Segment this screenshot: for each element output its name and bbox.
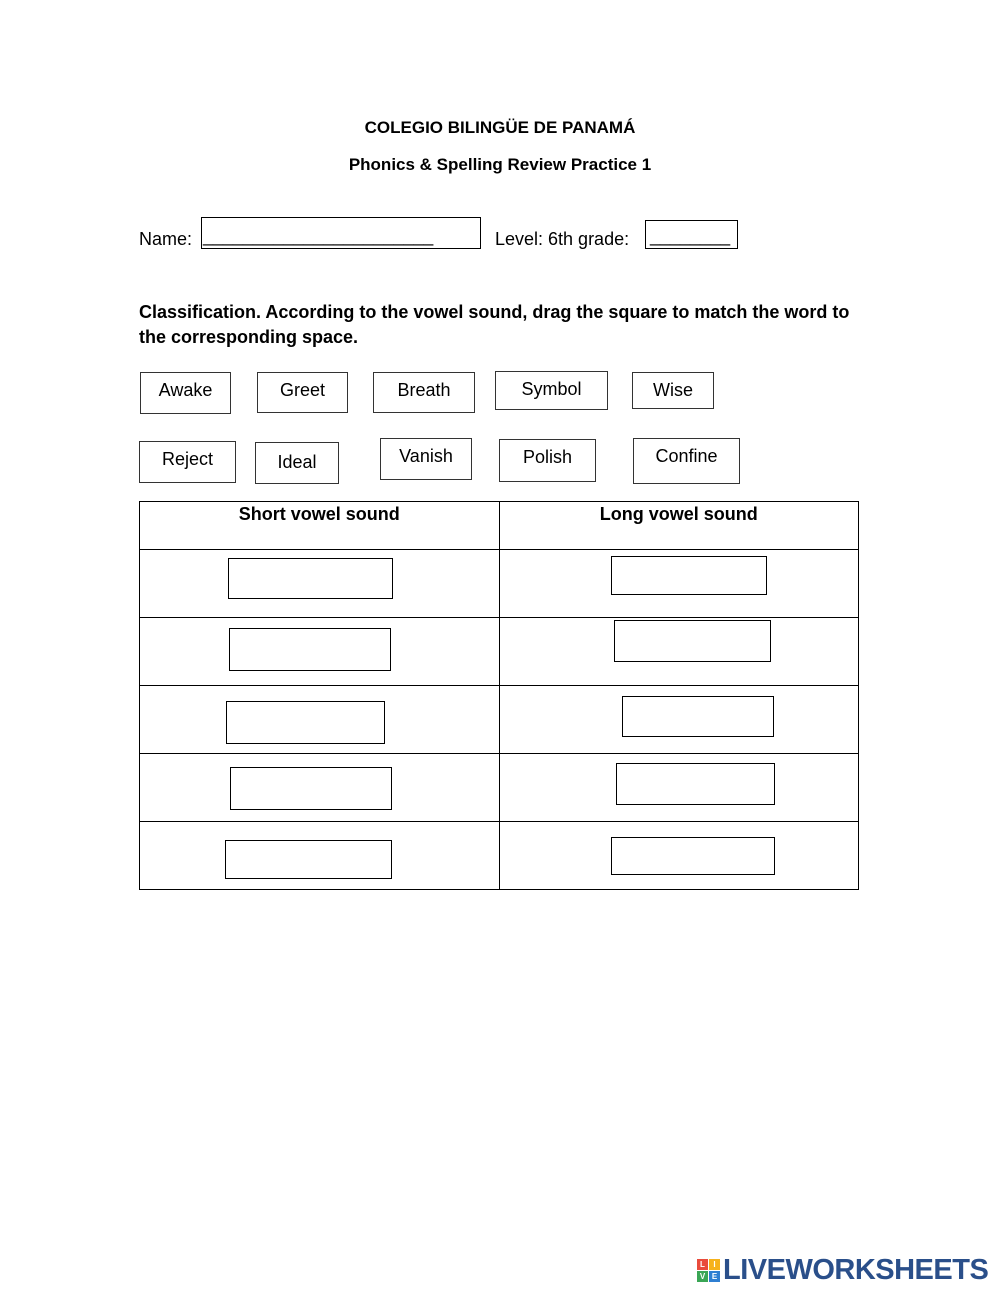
logo-square-4: E [709, 1271, 720, 1282]
logo-square-2: I [709, 1259, 720, 1270]
level-label: Level: 6th grade: [495, 229, 630, 249]
word-tile-awake[interactable]: Awake [140, 372, 231, 414]
short-drop-box-4[interactable] [230, 767, 392, 810]
logo-text: LIVEWORKSHEETS [723, 1254, 989, 1286]
short-vowel-header: Short vowel sound [140, 502, 500, 550]
long-drop-box-3[interactable] [622, 696, 774, 737]
logo-mark-icon [697, 1259, 720, 1282]
short-drop-box-3[interactable] [226, 701, 385, 744]
name-input[interactable] [201, 217, 481, 249]
long-drop-box-2[interactable] [614, 620, 771, 662]
word-tile-ideal[interactable]: Ideal [255, 442, 339, 484]
word-tile-symbol[interactable]: Symbol [495, 371, 608, 410]
worksheet-subtitle: Phonics & Spelling Review Practice 1 [348, 155, 652, 174]
long-drop-box-4[interactable] [616, 763, 775, 805]
word-tile-vanish[interactable]: Vanish [380, 438, 472, 480]
short-drop-box-1[interactable] [228, 558, 393, 599]
liveworksheets-logo [697, 1254, 988, 1287]
logo-square-3: V [697, 1271, 708, 1282]
word-tile-polish[interactable]: Polish [499, 439, 596, 482]
long-drop-box-5[interactable] [611, 837, 775, 875]
word-tile-breath[interactable]: Breath [373, 372, 475, 413]
short-drop-box-5[interactable] [225, 840, 392, 879]
level-underline: ________ [650, 226, 731, 246]
word-tile-confine[interactable]: Confine [633, 438, 740, 484]
school-title: COLEGIO BILINGÜE DE PANAMÁ [364, 118, 636, 137]
word-tile-wise[interactable]: Wise [632, 372, 714, 409]
instructions-text: Classification. According to the vowel sound, drag the square to match the word to the corresponding space. [139, 302, 850, 347]
long-vowel-header: Long vowel sound [499, 502, 859, 550]
name-label: Name: [139, 229, 193, 249]
word-tile-reject[interactable]: Reject [139, 441, 236, 483]
logo-square-1: L [697, 1259, 708, 1270]
word-tile-greet[interactable]: Greet [257, 372, 348, 413]
long-drop-box-1[interactable] [611, 556, 767, 595]
level-input[interactable] [645, 220, 738, 249]
name-underline: _______________________ [203, 226, 434, 246]
short-drop-box-2[interactable] [229, 628, 391, 671]
